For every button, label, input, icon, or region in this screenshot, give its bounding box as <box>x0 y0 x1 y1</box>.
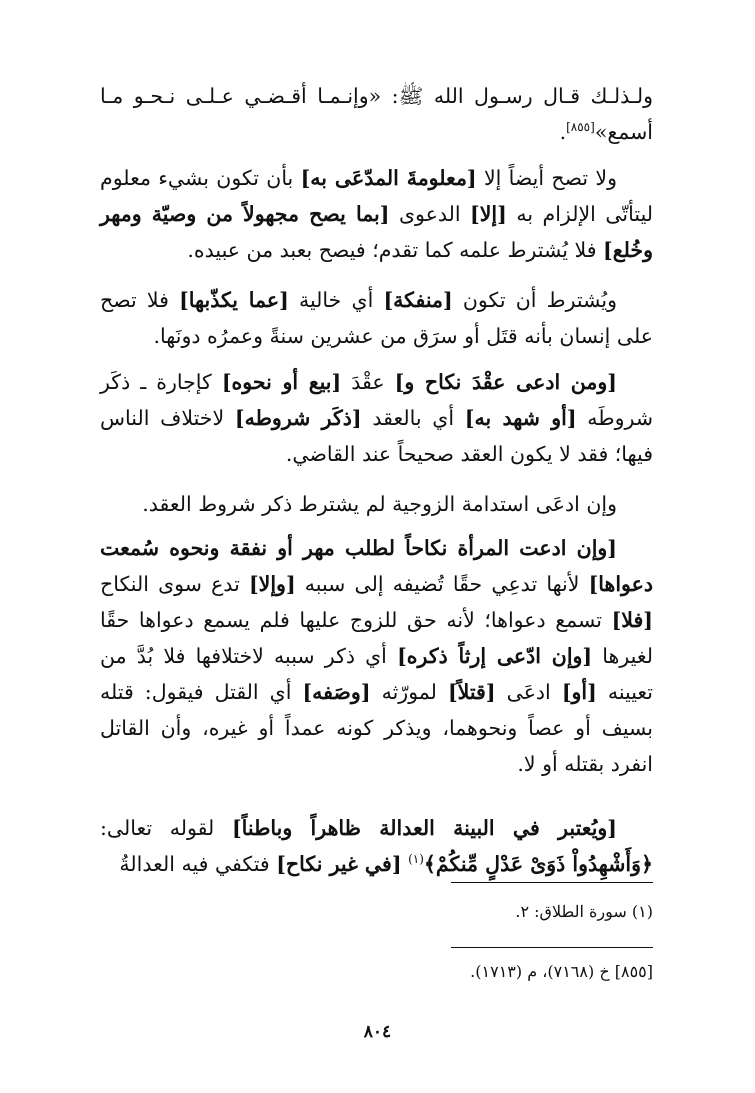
matn-text: [إلا] <box>470 202 507 226</box>
matn-text: [وإن ادعت المرأة نكاحاً لطلب مهر أو نفقة ونحوه سُمعت دعواها] <box>100 536 653 596</box>
matn-text: [معلومةَ المدّعَى به] <box>300 166 477 190</box>
paragraph-text: فلا تصح على إنسان بأنه قتَل أو سرَق من عشرين سنةً وعمرُه دونَها. <box>100 288 653 348</box>
matn-text: [وإلا] <box>248 572 296 596</box>
matn-text: [أو] <box>561 680 597 704</box>
paragraph-text: أي القتل فيقول: قتله بسيف أو عصاً ونحوهما، ويذكر كونه عمداً أو غيره، وأن القاتل انفرد بقتله أو لا. <box>100 680 653 776</box>
matn-text: [ومن ادعى عقْدَ نكاح و] <box>394 370 617 394</box>
paragraph-witness-integrity <box>100 810 653 882</box>
paragraph-woman-claim <box>100 530 653 782</box>
paragraph-text: الدعوى <box>389 202 471 226</box>
footnote-reference: [٨٥٥] <box>566 120 595 134</box>
footnote-divider <box>451 882 653 883</box>
paragraph-text: ولا تصح أيضاً إلا <box>476 166 617 190</box>
matn-text: [فلا] <box>611 608 653 632</box>
paragraph-text: لاختلاف الناس فيها؛ فقد لا يكون العقد صحيحاً عند القاضي. <box>100 406 653 466</box>
matn-text: [عما يكذّبها] <box>179 288 289 312</box>
footnote-quran: (١) سورة الطلاق: ٢. <box>515 902 653 921</box>
paragraph-text: ولـذلـك قـال رسـول الله ﷺ: «وإنـمـا أقـضـي عـلـى نـحـو مـا أسمع» <box>100 84 653 144</box>
matn-text: [ويُعتبر في البينة العدالة ظاهراً وباطناً] <box>231 816 617 840</box>
matn-text: [وصَفه] <box>302 680 371 704</box>
matn-text: [قتلاً] <box>447 680 496 704</box>
paragraph-text: وإن ادعَى استدامة الزوجية لم يشترط ذكر شروط العقد. <box>142 492 617 516</box>
paragraph-text: عقْدَ <box>341 370 395 394</box>
paragraph-hadith-quote <box>100 78 653 150</box>
paragraph-text: فلا يُشترط علمه كما تقدم؛ فيصح بعبد من عبيده. <box>187 238 604 262</box>
matn-text: [وإن ادّعى إرثاً ذكره] <box>397 644 593 668</box>
quran-verse: ﴿وَأَشْهِدُواْ ذَوَىْ عَدْلٍ مِّنكُمْ﴾ <box>423 852 653 876</box>
paragraph-free-from-contradiction <box>100 282 653 354</box>
paragraph-text: ويُشترط أن تكون <box>452 288 618 312</box>
footnote-hadith-takhrij: [٨٥٥] خ (٧١٦٨)، م (١٧١٣). <box>470 962 653 981</box>
paragraph-text: أي بالعقد <box>361 406 465 430</box>
matn-text: [ذكَر شروطه] <box>234 406 362 430</box>
paragraph-text: . <box>559 120 567 144</box>
footnote-divider <box>451 947 653 948</box>
matn-text: [في غير نكاح] <box>276 852 402 876</box>
page-number: ٨٠٤ <box>363 1022 392 1042</box>
paragraph-continuation-of-marriage <box>100 486 653 522</box>
paragraph-text: لأنها تدعِي حقًا تُضيفه إلى سببه <box>295 572 589 596</box>
matn-text: [بما يصح مجهولاً من وصيّة ومهر وخُلع] <box>100 202 653 262</box>
paragraph-text: تسمع دعواها؛ لأنه حق للزوج عليها فلم يسمع دعواها حقًا لغيرها <box>100 608 653 668</box>
paragraph-text: أي ذكر سببه لاختلافها فلا بُدَّ من تعيينه <box>100 644 654 704</box>
paragraph-text: كإجارة ـ ذكَر شروطَه <box>100 370 653 430</box>
paragraph-text: لقوله تعالى: <box>100 816 232 840</box>
paragraph-text: لمورّثه <box>370 680 448 704</box>
paragraph-contract-claim <box>100 364 653 472</box>
matn-text: [أو شهد به] <box>464 406 577 430</box>
footnote-reference: (١) <box>408 852 424 866</box>
matn-text: [بيع أو نحوه] <box>221 370 342 394</box>
paragraph-text: ادعَى <box>495 680 562 704</box>
matn-text: [منفكة] <box>383 288 453 312</box>
paragraph-text: تدع سوى النكاح <box>100 572 249 596</box>
paragraph-known-claim <box>100 160 653 268</box>
paragraph-text: فتكفي فيه العدالةُ <box>119 852 277 876</box>
paragraph-text: بأن تكون بشيء معلوم ليتأتّى الإلزام به <box>100 166 654 226</box>
paragraph-text: أي خالية <box>288 288 384 312</box>
